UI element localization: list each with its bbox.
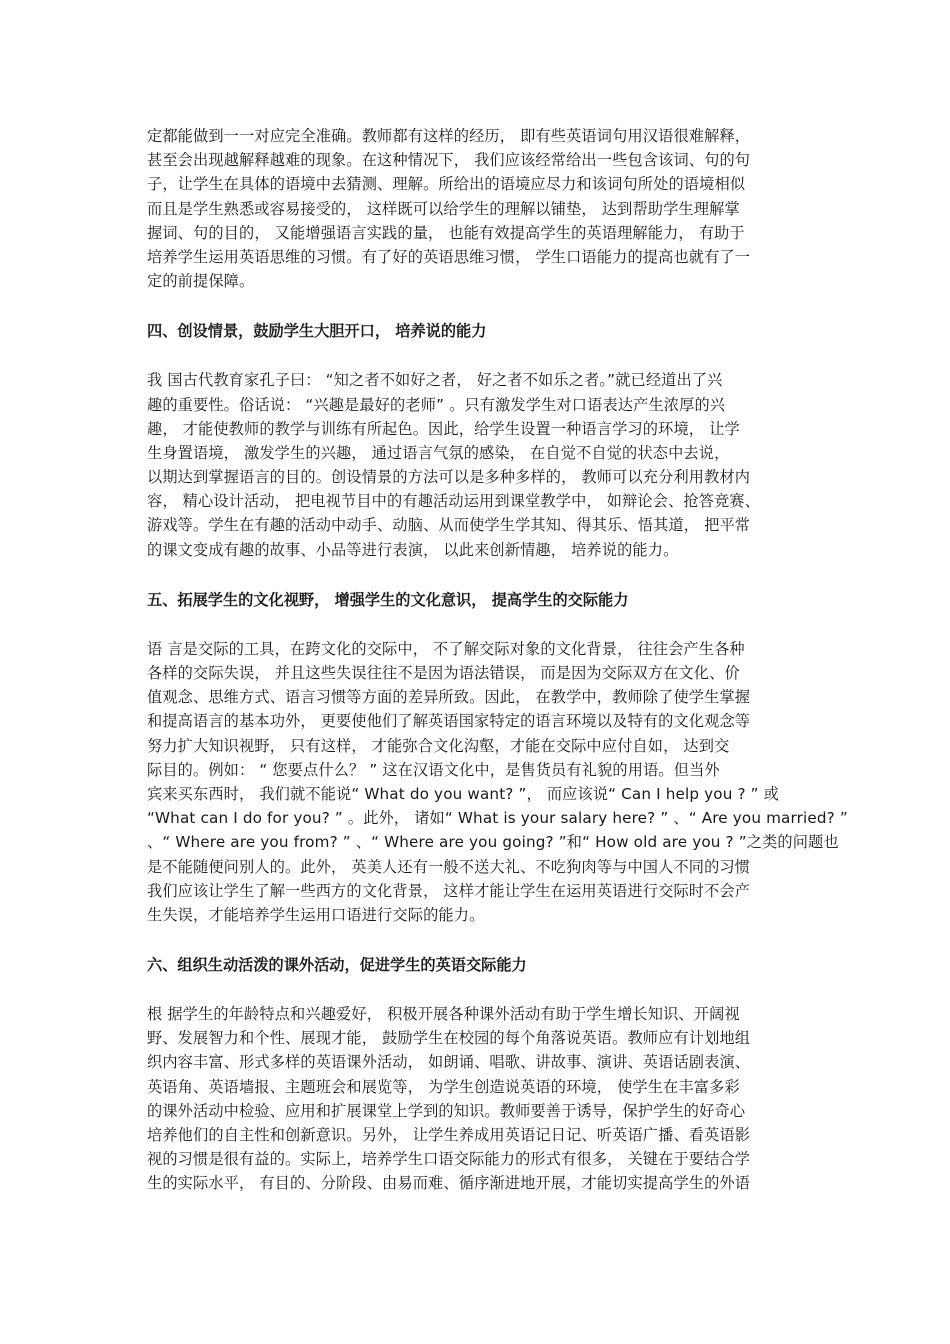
text-line: 的课文变成有趣的故事、小品等进行表演， 以此来创新情趣， 培养说的能力。 (147, 540, 679, 559)
text-line: 趣的重要性。俗话说： “兴趣是最好的老师” 。只有激发学生对口语表达产生浓厚的兴 (147, 395, 726, 414)
text-line: 培养他们的自主性和创新意识。另外， 让学生养成用英语记日记、听英语广播、看英语影 (147, 1126, 751, 1144)
section-6-heading: 六、组织生动活泼的课外活动，促进学生的英语交际能力 (147, 956, 527, 975)
text-line: 我 国古代教育家孔子曰： “知之者不如好之者， 好之者不如乐之者。”就已经道出了兴 (147, 371, 723, 390)
text-line: 游戏等。学生在有趣的活动中动手、动脑、从而使学生学其知、得其乐、悟其道， 把平常 (147, 516, 751, 535)
text-line: 以期达到掌握语言的目的。创设情景的方法可以是多种多样的， 教师可以充分利用教材内 (147, 468, 751, 487)
document-page (147, 124, 848, 1196)
section-4-paragraph (147, 368, 812, 562)
text-line: 语 言是交际的工具，在跨文化的交际中， 不了解交际对象的文化背景， 往往会产生各种 (147, 639, 745, 658)
text-line: 我们应该让学生了解一些西方的文化背景， 这样才能让学生在运用英语进行交际时不会产 (147, 881, 751, 900)
text-line: 野、发展智力和个性、展现才能， 鼓励学生在校园的每个角落说英语。教师应有计划地组 (147, 1029, 751, 1048)
text-line: 织内容丰富、形式多样的英语课外活动， 如朗诵、唱歌、讲故事、演讲、英语话剧表演、 (147, 1053, 751, 1072)
text-line: 生的实际水平， 有目的、分阶段、由易而难、循序渐进地开展，才能切实提高学生的外语 (147, 1174, 751, 1193)
text-line: 趣， 才能使教师的教学与训练有所起色。因此，给学生设置一种语言学习的环境， 让学 (147, 419, 740, 438)
text-line: 培养学生运用英语思维的习惯。有了好的英语思维习惯， 学生口语能力的提高也就有了一 (147, 247, 751, 266)
text-line: 定都能做到一一对应完全准确。教师都有这样的经历， 即有些英语词句用汉语很难解释， (147, 127, 751, 145)
text-line: 际目的。例如： “ 您要点什么？ ” 这在汉语文化中，是售货员有礼貌的用语。但当外 (147, 760, 720, 779)
text-line: 握词、句的目的， 又能增强语言实践的量， 也能有效提高学生的英语理解能力， 有助于 (147, 223, 745, 242)
text-line: 生失误，才能培养学生运用口语进行交际的能力。 (147, 905, 485, 924)
section-4-heading: 四、创设情景，鼓励学生大胆开口， 培养说的能力 (147, 322, 487, 341)
text-line: 各样的交际失误， 并且这些失误往往不是因为语法错误， 而是因为交际双方在文化、价 (147, 664, 740, 682)
text-line: 和提高语言的基本功外， 更要使他们了解英语国家特定的语言环境以及特有的文化观念等 (147, 712, 751, 731)
text-line: “What can I do for you? ” 。此外， 诸如“ What is your salary here? ” 、“ Are you married? ” (147, 809, 848, 828)
text-line: 、“ Where are you from? ” 、“ Where are you going? ”和“ How old are you ? ”之类的问题也 (147, 833, 839, 852)
text-line: 是不能随便问别人的。此外， 英美人还有一般不送大礼、不吃狗肉等与中国人不同的习惯 (147, 857, 751, 876)
text-line: 生身置语境， 激发学生的兴趣， 通过语言气氛的感染， 在自觉不自觉的状态中去说， (147, 443, 730, 462)
section-6-paragraph (147, 1002, 812, 1196)
text-line: 的课外活动中检验、应用和扩展课堂上学到的知识。教师要善于诱导，保护学生的好奇心 (147, 1101, 746, 1120)
text-line: 宾来买东西时， 我们就不能说“ What do you want? ”， 而应该说“ Can I help you ? ” 或 (147, 784, 779, 803)
text-line: 容， 精心设计活动， 把电视节目中的有趣活动运用到课堂教学中， 如辩论会、抢答竞赛、 (147, 492, 761, 511)
text-line: 英语角、英语墙报、主题班会和展览等， 为学生创造说英语的环境， 使学生在丰富多彩 (147, 1077, 740, 1096)
text-line: 视的习惯是很有益的。实际上，培养学生口语交际能力的形式有很多， 关键在于要结合学 (147, 1150, 751, 1169)
text-line: 值观念、思维方式、语言习惯等方面的差异所致。因此， 在教学中，教师除了使学生掌握 (147, 688, 751, 707)
text-line: 定的前提保障。 (147, 272, 255, 291)
text-line: 子，让学生在具体的语境中去猜测、理解。所给出的语境应尽力和该词句所处的语境相似 (147, 175, 746, 194)
section-5-paragraph (147, 637, 848, 927)
text-line: 而且是学生熟悉或容易接受的， 这样既可以给学生的理解以铺垫， 达到帮助学生理解掌 (147, 199, 740, 218)
text-line: 努力扩大知识视野， 只有这样， 才能弥合文化沟壑，才能在交际中应付自如， 达到交 (147, 736, 730, 755)
intro-paragraph (147, 124, 812, 293)
text-line: 甚至会出现越解释越难的现象。在这种情况下， 我们应该经常给出一些包含该词、句的句 (147, 151, 751, 170)
section-5-heading: 五、拓展学生的文化视野， 增强学生的文化意识， 提高学生的交际能力 (147, 590, 629, 609)
text-line: 根 据学生的年龄特点和兴趣爱好， 积极开展各种课外活动有助于学生增长知识、开阔视 (147, 1005, 740, 1024)
